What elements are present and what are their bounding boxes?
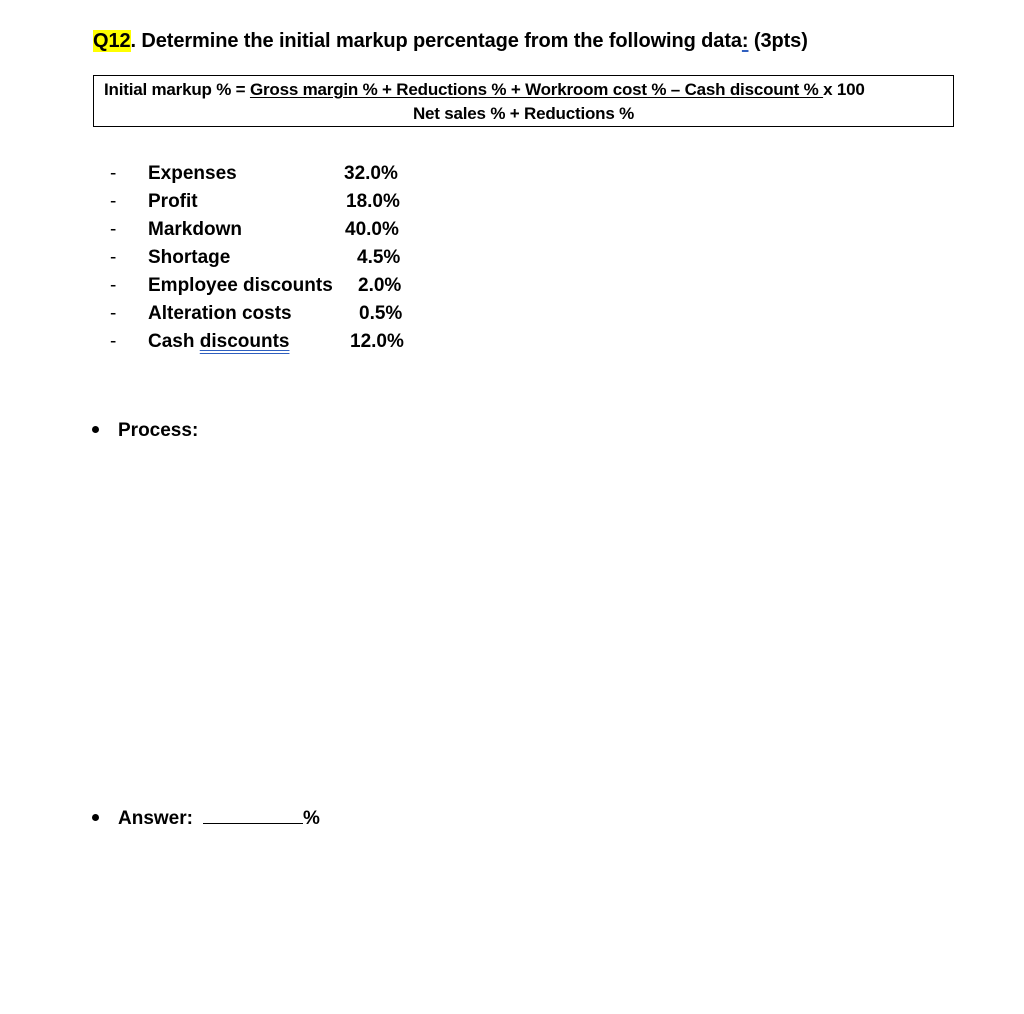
question-text: . Determine the initial markup percentage from the following data — [130, 30, 742, 52]
item-label: Alteration costs — [148, 303, 292, 324]
question-title — [93, 30, 808, 53]
list-item — [110, 273, 430, 301]
bullet-dot-icon — [92, 814, 99, 821]
dash-bullet: - — [110, 191, 117, 212]
item-label-underlined: discounts — [199, 331, 290, 352]
data-list — [110, 161, 430, 357]
item-label: Shortage — [148, 247, 231, 268]
item-value: 18.0% — [346, 191, 400, 212]
answer-blank[interactable] — [203, 805, 303, 824]
process-section — [92, 420, 198, 442]
item-value: 40.0% — [345, 219, 399, 240]
item-label-prefix: Cash — [148, 331, 200, 352]
list-item — [110, 329, 430, 357]
item-value: 2.0% — [358, 275, 402, 296]
item-value: 12.0% — [350, 331, 404, 352]
dash-bullet: - — [110, 331, 117, 352]
formula-multiplier: x 100 — [823, 80, 865, 99]
formula-top-line — [104, 80, 865, 100]
item-label — [148, 331, 289, 353]
dash-bullet: - — [110, 219, 117, 240]
list-item — [110, 161, 430, 189]
answer-label: Answer: — [118, 808, 193, 829]
list-item — [110, 189, 430, 217]
answer-unit: % — [302, 808, 320, 829]
item-label: Employee discounts — [148, 275, 333, 296]
item-value: 0.5% — [359, 303, 403, 324]
list-item — [110, 245, 430, 273]
question-points: (3pts) — [748, 30, 808, 52]
list-item — [110, 301, 430, 329]
bullet-dot-icon — [92, 426, 99, 433]
formula-lhs: Initial markup % = — [104, 80, 250, 99]
item-label: Expenses — [148, 163, 237, 184]
dash-bullet: - — [110, 247, 117, 268]
list-item — [110, 217, 430, 245]
dash-bullet: - — [110, 275, 117, 296]
question-colon: : — [741, 30, 749, 52]
item-label: Markdown — [148, 219, 242, 240]
question-number: Q12 — [93, 30, 131, 52]
item-value: 32.0% — [344, 163, 398, 184]
answer-section — [92, 805, 320, 830]
dash-bullet: - — [110, 163, 117, 184]
item-value: 4.5% — [357, 247, 401, 268]
formula-box — [93, 75, 954, 127]
dash-bullet: - — [110, 303, 117, 324]
formula-denominator: Net sales % + Reductions % — [412, 104, 635, 123]
formula-numerator: Gross margin % + Reductions % + Workroom cost % – Cash discount % — [249, 80, 824, 99]
process-label: Process: — [118, 420, 199, 441]
item-label: Profit — [148, 191, 198, 212]
